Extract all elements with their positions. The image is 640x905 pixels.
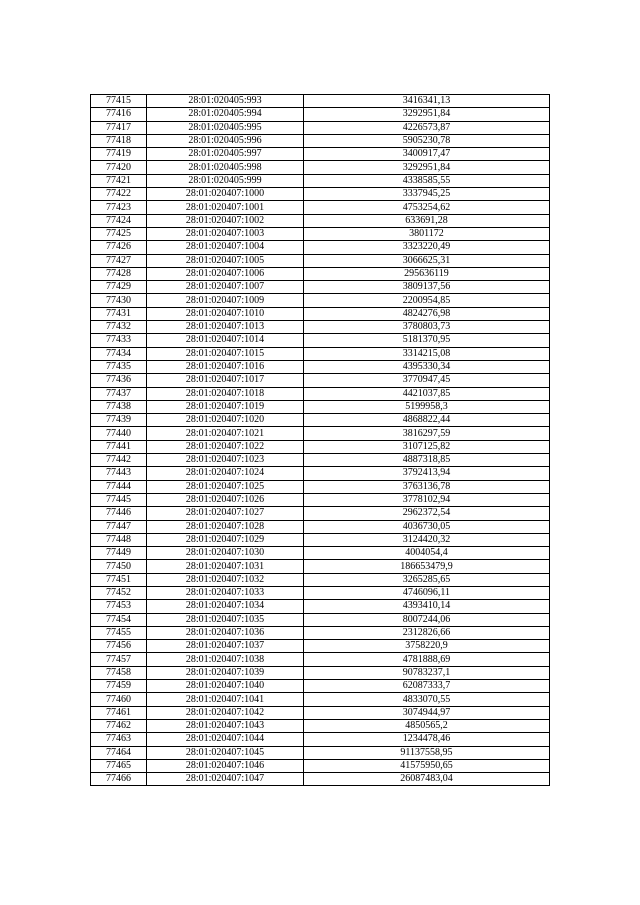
value-cell: 4395330,34 <box>304 360 550 373</box>
value-cell: 3292951,84 <box>304 161 550 174</box>
cadastral-number-cell: 28:01:020407:1046 <box>147 759 304 772</box>
table-row <box>91 733 550 746</box>
row-number-cell: 77428 <box>91 267 147 280</box>
row-number-cell: 77431 <box>91 307 147 320</box>
table-row <box>91 374 550 387</box>
table-row <box>91 387 550 400</box>
row-number-cell: 77430 <box>91 294 147 307</box>
table-row <box>91 586 550 599</box>
row-number-cell: 77445 <box>91 493 147 506</box>
cadastral-number-cell: 28:01:020407:1024 <box>147 467 304 480</box>
table-row <box>91 507 550 520</box>
table-row <box>91 693 550 706</box>
cadastral-number-cell: 28:01:020405:999 <box>147 174 304 187</box>
value-cell: 3292951,84 <box>304 108 550 121</box>
value-cell: 3770947,45 <box>304 374 550 387</box>
row-number-cell: 77443 <box>91 467 147 480</box>
value-cell: 3074944,97 <box>304 706 550 719</box>
value-cell: 2200954,85 <box>304 294 550 307</box>
cadastral-number-cell: 28:01:020407:1010 <box>147 307 304 320</box>
value-cell: 5199958,3 <box>304 400 550 413</box>
row-number-cell: 77425 <box>91 227 147 240</box>
value-cell: 8007244,06 <box>304 613 550 626</box>
table-row <box>91 188 550 201</box>
row-number-cell: 77461 <box>91 706 147 719</box>
row-number-cell: 77433 <box>91 334 147 347</box>
value-cell: 3314215,08 <box>304 347 550 360</box>
cadastral-number-cell: 28:01:020407:1023 <box>147 454 304 467</box>
value-cell: 295636119 <box>304 267 550 280</box>
table-row <box>91 307 550 320</box>
table-row <box>91 148 550 161</box>
cadastral-number-cell: 28:01:020407:1030 <box>147 547 304 560</box>
value-cell: 3758220,9 <box>304 640 550 653</box>
value-cell: 4746096,11 <box>304 586 550 599</box>
row-number-cell: 77449 <box>91 547 147 560</box>
table-row <box>91 227 550 240</box>
value-cell: 4036730,05 <box>304 520 550 533</box>
cadastral-number-cell: 28:01:020407:1027 <box>147 507 304 520</box>
cadastral-number-cell: 28:01:020407:1005 <box>147 254 304 267</box>
row-number-cell: 77458 <box>91 666 147 679</box>
cadastral-number-cell: 28:01:020407:1020 <box>147 414 304 427</box>
cadastral-number-cell: 28:01:020405:996 <box>147 134 304 147</box>
cadastral-number-cell: 28:01:020407:1044 <box>147 733 304 746</box>
row-number-cell: 77432 <box>91 321 147 334</box>
row-number-cell: 77418 <box>91 134 147 147</box>
row-number-cell: 77437 <box>91 387 147 400</box>
row-number-cell: 77424 <box>91 214 147 227</box>
cadastral-number-cell: 28:01:020407:1015 <box>147 347 304 360</box>
table-row <box>91 533 550 546</box>
table-row <box>91 121 550 134</box>
table-row <box>91 467 550 480</box>
cadastral-number-cell: 28:01:020407:1031 <box>147 560 304 573</box>
value-cell: 4226573,87 <box>304 121 550 134</box>
cadastral-number-cell: 28:01:020405:994 <box>147 108 304 121</box>
table-row <box>91 773 550 786</box>
table-row <box>91 680 550 693</box>
cadastral-number-cell: 28:01:020405:993 <box>147 95 304 108</box>
table-row <box>91 321 550 334</box>
value-cell: 3792413,94 <box>304 467 550 480</box>
table-row <box>91 653 550 666</box>
row-number-cell: 77448 <box>91 533 147 546</box>
table-row <box>91 267 550 280</box>
row-number-cell: 77444 <box>91 480 147 493</box>
table-row <box>91 454 550 467</box>
cadastral-number-cell: 28:01:020407:1028 <box>147 520 304 533</box>
cadastral-number-cell: 28:01:020407:1001 <box>147 201 304 214</box>
table-row <box>91 360 550 373</box>
cadastral-number-cell: 28:01:020407:1032 <box>147 573 304 586</box>
row-number-cell: 77422 <box>91 188 147 201</box>
table-row <box>91 414 550 427</box>
row-number-cell: 77456 <box>91 640 147 653</box>
cadastral-value-table <box>90 94 550 786</box>
cadastral-number-cell: 28:01:020407:1029 <box>147 533 304 546</box>
table-row <box>91 666 550 679</box>
cadastral-number-cell: 28:01:020407:1047 <box>147 773 304 786</box>
cadastral-number-cell: 28:01:020407:1009 <box>147 294 304 307</box>
row-number-cell: 77434 <box>91 347 147 360</box>
row-number-cell: 77463 <box>91 733 147 746</box>
cadastral-number-cell: 28:01:020407:1022 <box>147 440 304 453</box>
table-row <box>91 95 550 108</box>
table-row <box>91 493 550 506</box>
cadastral-number-cell: 28:01:020405:997 <box>147 148 304 161</box>
cadastral-number-cell: 28:01:020407:1021 <box>147 427 304 440</box>
table-row <box>91 719 550 732</box>
value-cell: 5181370,95 <box>304 334 550 347</box>
table-row <box>91 746 550 759</box>
cadastral-number-cell: 28:01:020407:1034 <box>147 600 304 613</box>
table-row <box>91 573 550 586</box>
value-cell: 5905230,78 <box>304 134 550 147</box>
table-row <box>91 161 550 174</box>
table-row <box>91 347 550 360</box>
row-number-cell: 77423 <box>91 201 147 214</box>
cadastral-number-cell: 28:01:020407:1036 <box>147 626 304 639</box>
table-row <box>91 560 550 573</box>
value-cell: 3809137,56 <box>304 281 550 294</box>
table-row <box>91 640 550 653</box>
cadastral-number-cell: 28:01:020407:1043 <box>147 719 304 732</box>
row-number-cell: 77421 <box>91 174 147 187</box>
row-number-cell: 77465 <box>91 759 147 772</box>
table-row <box>91 254 550 267</box>
table-row <box>91 613 550 626</box>
cadastral-number-cell: 28:01:020407:1002 <box>147 214 304 227</box>
row-number-cell: 77462 <box>91 719 147 732</box>
value-cell: 3323220,49 <box>304 241 550 254</box>
row-number-cell: 77420 <box>91 161 147 174</box>
row-number-cell: 77415 <box>91 95 147 108</box>
value-cell: 4421037,85 <box>304 387 550 400</box>
cadastral-number-cell: 28:01:020407:1037 <box>147 640 304 653</box>
value-cell: 91137558,95 <box>304 746 550 759</box>
table-row <box>91 600 550 613</box>
cadastral-number-cell: 28:01:020407:1045 <box>147 746 304 759</box>
row-number-cell: 77442 <box>91 454 147 467</box>
row-number-cell: 77427 <box>91 254 147 267</box>
cadastral-number-cell: 28:01:020407:1038 <box>147 653 304 666</box>
row-number-cell: 77450 <box>91 560 147 573</box>
value-cell: 1234478,46 <box>304 733 550 746</box>
row-number-cell: 77454 <box>91 613 147 626</box>
row-number-cell: 77446 <box>91 507 147 520</box>
value-cell: 2312826,66 <box>304 626 550 639</box>
cadastral-number-cell: 28:01:020407:1041 <box>147 693 304 706</box>
table-row <box>91 759 550 772</box>
cadastral-number-cell: 28:01:020407:1018 <box>147 387 304 400</box>
table-row <box>91 626 550 639</box>
table-row <box>91 134 550 147</box>
row-number-cell: 77417 <box>91 121 147 134</box>
value-cell: 4833070,55 <box>304 693 550 706</box>
row-number-cell: 77435 <box>91 360 147 373</box>
value-cell: 41575950,65 <box>304 759 550 772</box>
cadastral-number-cell: 28:01:020407:1013 <box>147 321 304 334</box>
value-cell: 3801172 <box>304 227 550 240</box>
row-number-cell: 77436 <box>91 374 147 387</box>
cadastral-number-cell: 28:01:020407:1000 <box>147 188 304 201</box>
row-number-cell: 77452 <box>91 586 147 599</box>
value-cell: 3816297,59 <box>304 427 550 440</box>
value-cell: 4868822,44 <box>304 414 550 427</box>
cadastral-number-cell: 28:01:020407:1019 <box>147 400 304 413</box>
row-number-cell: 77447 <box>91 520 147 533</box>
value-cell: 633691,28 <box>304 214 550 227</box>
row-number-cell: 77438 <box>91 400 147 413</box>
cadastral-number-cell: 28:01:020407:1004 <box>147 241 304 254</box>
value-cell: 3337945,25 <box>304 188 550 201</box>
table-row <box>91 547 550 560</box>
cadastral-number-cell: 28:01:020407:1003 <box>147 227 304 240</box>
table-row <box>91 440 550 453</box>
row-number-cell: 77419 <box>91 148 147 161</box>
cadastral-number-cell: 28:01:020407:1026 <box>147 493 304 506</box>
value-cell: 62087333,7 <box>304 680 550 693</box>
cadastral-number-cell: 28:01:020407:1035 <box>147 613 304 626</box>
cadastral-number-cell: 28:01:020407:1033 <box>147 586 304 599</box>
value-cell: 3763136,78 <box>304 480 550 493</box>
row-number-cell: 77466 <box>91 773 147 786</box>
value-cell: 3265285,65 <box>304 573 550 586</box>
table-row <box>91 214 550 227</box>
table-row <box>91 334 550 347</box>
value-cell: 3066625,31 <box>304 254 550 267</box>
row-number-cell: 77416 <box>91 108 147 121</box>
value-cell: 90783237,1 <box>304 666 550 679</box>
cadastral-number-cell: 28:01:020407:1016 <box>147 360 304 373</box>
table-row <box>91 174 550 187</box>
table-row <box>91 281 550 294</box>
row-number-cell: 77451 <box>91 573 147 586</box>
table-row <box>91 294 550 307</box>
value-cell: 3400917,47 <box>304 148 550 161</box>
value-cell: 4338585,55 <box>304 174 550 187</box>
row-number-cell: 77441 <box>91 440 147 453</box>
table-row <box>91 201 550 214</box>
cadastral-number-cell: 28:01:020407:1039 <box>147 666 304 679</box>
table-row <box>91 241 550 254</box>
row-number-cell: 77439 <box>91 414 147 427</box>
value-cell: 4004054,4 <box>304 547 550 560</box>
cadastral-number-cell: 28:01:020407:1014 <box>147 334 304 347</box>
value-cell: 3780803,73 <box>304 321 550 334</box>
table-row <box>91 480 550 493</box>
row-number-cell: 77460 <box>91 693 147 706</box>
value-cell: 4850565,2 <box>304 719 550 732</box>
table-row <box>91 427 550 440</box>
value-cell: 3107125,82 <box>304 440 550 453</box>
row-number-cell: 77457 <box>91 653 147 666</box>
cadastral-number-cell: 28:01:020405:995 <box>147 121 304 134</box>
table-body <box>91 95 550 786</box>
value-cell: 4781888,69 <box>304 653 550 666</box>
value-cell: 4753254,62 <box>304 201 550 214</box>
table-row <box>91 706 550 719</box>
value-cell: 3124420,32 <box>304 533 550 546</box>
value-cell: 2962372,54 <box>304 507 550 520</box>
cadastral-number-cell: 28:01:020407:1007 <box>147 281 304 294</box>
row-number-cell: 77455 <box>91 626 147 639</box>
cadastral-number-cell: 28:01:020407:1006 <box>147 267 304 280</box>
row-number-cell: 77464 <box>91 746 147 759</box>
cadastral-number-cell: 28:01:020407:1040 <box>147 680 304 693</box>
row-number-cell: 77426 <box>91 241 147 254</box>
value-cell: 3778102,94 <box>304 493 550 506</box>
value-cell: 3416341,13 <box>304 95 550 108</box>
row-number-cell: 77459 <box>91 680 147 693</box>
row-number-cell: 77453 <box>91 600 147 613</box>
table-row <box>91 400 550 413</box>
cadastral-number-cell: 28:01:020405:998 <box>147 161 304 174</box>
value-cell: 26087483,04 <box>304 773 550 786</box>
row-number-cell: 77440 <box>91 427 147 440</box>
cadastral-number-cell: 28:01:020407:1042 <box>147 706 304 719</box>
value-cell: 4887318,85 <box>304 454 550 467</box>
value-cell: 4393410,14 <box>304 600 550 613</box>
cadastral-number-cell: 28:01:020407:1017 <box>147 374 304 387</box>
value-cell: 4824276,98 <box>304 307 550 320</box>
row-number-cell: 77429 <box>91 281 147 294</box>
table-row <box>91 520 550 533</box>
value-cell: 186653479,9 <box>304 560 550 573</box>
table-row <box>91 108 550 121</box>
cadastral-number-cell: 28:01:020407:1025 <box>147 480 304 493</box>
